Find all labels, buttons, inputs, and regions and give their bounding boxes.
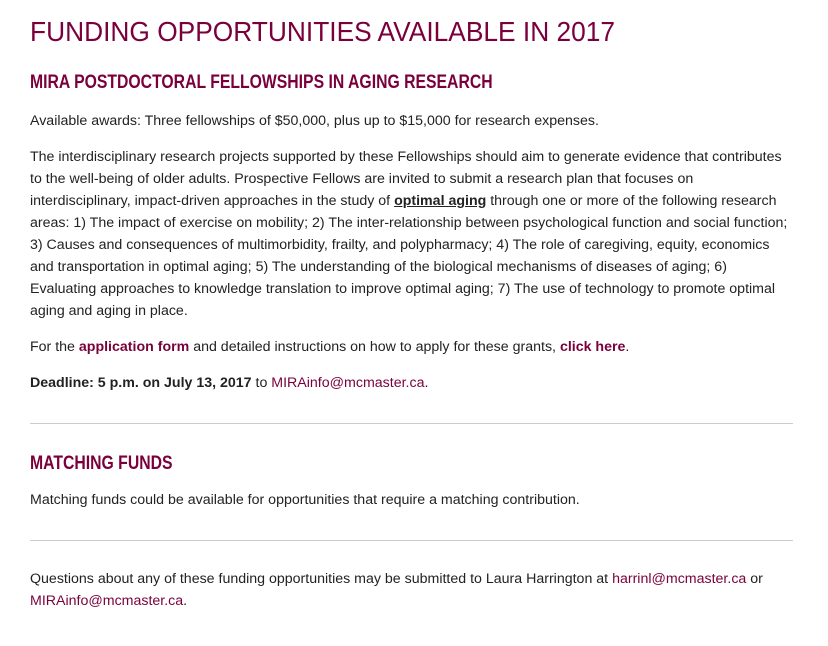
application-instructions: [30, 336, 798, 358]
description-line: 3) Causes and consequences of multimorbidity, frailty, and polypharmacy; 4) The role of caregiving, equity, economics: [30, 237, 770, 253]
description-line: Evaluating approaches to knowledge translation to improve optimal aging; 7) The use of technology to promote optimal: [30, 281, 776, 297]
description-line: The interdisciplinary research projects supported by these Fellowships should aim to generate evidence that contributes: [30, 149, 782, 165]
page-title: [30, 15, 798, 49]
application-middle: and detailed instructions on how to apply for these grants,: [189, 339, 560, 355]
mira-info-email-link[interactable]: MIRAinfo@mcmaster.ca: [271, 375, 425, 391]
deadline-suffix: .: [424, 375, 429, 391]
description-line: areas: 1) The impact of exercise on mobility; 2) The inter-relationship between psychological function and social function;: [30, 215, 788, 231]
deadline-text: [30, 372, 798, 394]
application-prefix: For the: [30, 339, 79, 355]
deadline-label: Deadline: 5 p.m. on July 13, 2017: [30, 375, 252, 391]
fellowships-heading: [30, 71, 798, 95]
harrinl-email-link[interactable]: harrinl@mcmaster.ca: [612, 571, 747, 587]
matching-funds-text: Matching funds could be available for opportunities that require a matching contribution.: [30, 492, 580, 508]
optimal-aging-link[interactable]: optimal aging: [394, 193, 487, 209]
funding-opportunities-page: [0, 15, 798, 612]
click-here-link[interactable]: click here: [559, 339, 626, 355]
application-form-link[interactable]: application form: [78, 339, 190, 355]
contact-suffix: .: [183, 593, 188, 609]
contact-text: [30, 568, 798, 612]
application-suffix: .: [625, 339, 630, 355]
description-text: interdisciplinary, impact-driven approaches in the study of: [30, 193, 395, 209]
mira-info-email-link[interactable]: MIRAinfo@mcmaster.ca: [30, 593, 184, 609]
deadline-connector: to: [251, 375, 272, 391]
description-line: and transportation in optimal aging; 5) The understanding of the biological mechanisms of diseases of aging; 6): [30, 259, 727, 275]
description-text: through one or more of the following research: [486, 193, 777, 209]
section-divider: [30, 540, 793, 541]
page-title-text: FUNDING OPPORTUNITIES AVAILABLE IN 2017: [30, 16, 616, 47]
available-awards-text: Available awards: Three fellowships of $50,000, plus up to $15,000 for research expenses.: [30, 113, 599, 129]
fellowships-section: [30, 71, 798, 394]
contact-prefix: Questions about any of these funding opportunities may be submitted to Laura Harrington at: [30, 571, 613, 587]
matching-funds-heading: [30, 452, 798, 476]
description-line: to the well-being of older adults. Prospective Fellows are invited to submit a research plan that focuses on: [30, 171, 694, 187]
description-line: aging and aging in place.: [30, 303, 188, 319]
matching-funds-section: [30, 452, 798, 511]
contact-connector: or: [746, 571, 763, 587]
fellowships-heading-text: MIRA POSTDOCTORAL FELLOWSHIPS IN AGING RESEARCH: [30, 72, 493, 93]
fellowships-description: [30, 146, 798, 322]
description-line: [30, 190, 798, 212]
matching-funds-heading-text: MATCHING FUNDS: [30, 453, 173, 474]
section-divider: [30, 423, 793, 424]
